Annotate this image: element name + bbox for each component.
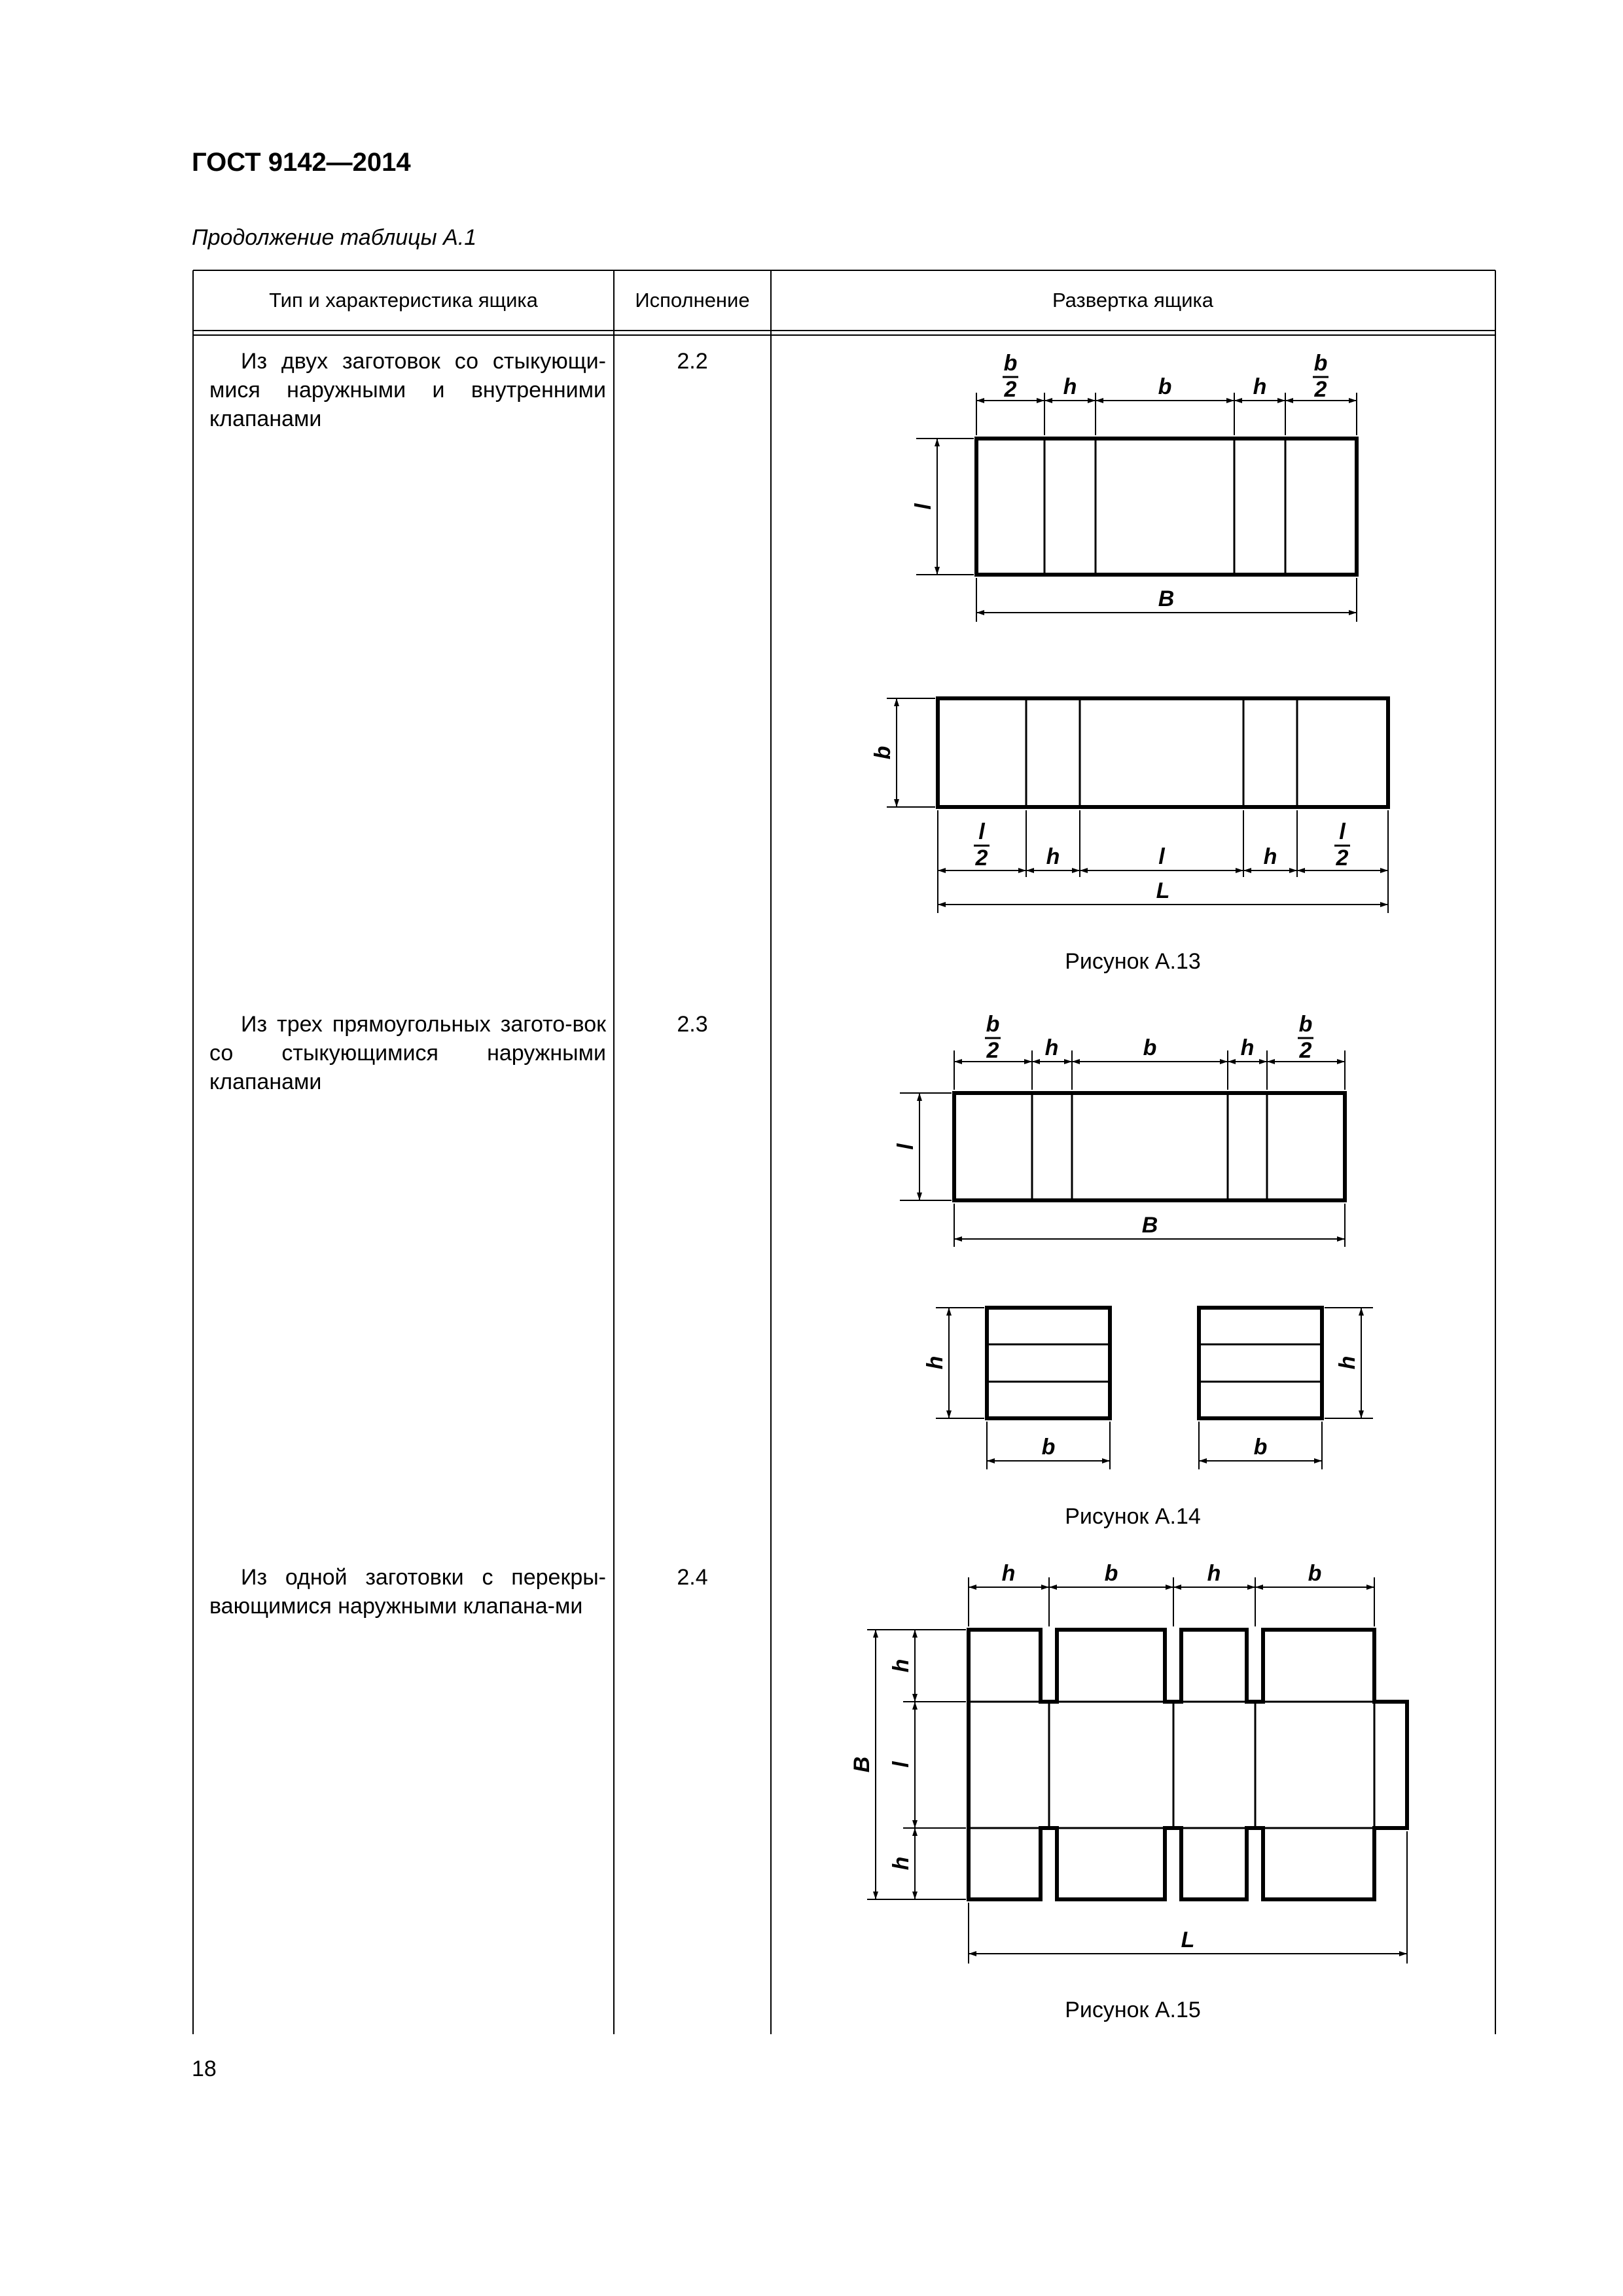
dim-label: B [1141,1213,1158,1238]
figure-a13 [887,393,1388,913]
dim-label: l [978,819,985,844]
fold-line [969,1702,1374,1828]
dim-label: h [1063,374,1077,399]
dim-label: 2 [986,1038,999,1063]
dim-label: b [1041,1435,1056,1460]
dim-label: h [1253,374,1267,399]
dim-label: h [1263,844,1277,869]
dim-label: l [1339,819,1346,844]
dim-label: b [1253,1435,1268,1460]
dim-label: b [870,745,895,760]
dim-label: b [986,1012,1000,1037]
row-code: 2.4 [677,1565,708,1590]
row-code: 2.2 [677,349,708,374]
dim-label: B [849,1756,874,1773]
dim-label: h [1046,844,1060,869]
column-header-version: Исполнение [635,289,750,312]
figure-caption: Рисунок А.13 [1065,949,1201,974]
figure-a14 [900,1050,1373,1469]
table-grid [193,270,1495,2034]
dim-label: b [1313,351,1328,376]
blank-outline [969,1630,1407,1899]
figure-a15 [867,1577,1407,1964]
dim-label: h [889,1659,914,1673]
figure-caption: Рисунок А.14 [1065,1504,1201,1529]
row-description: Из двух заготовок со стыкующи-мися наружными и внутренними клапанами [209,349,606,431]
dim-label: h [1044,1035,1059,1060]
table-caption: Продолжение таблицы А.1 [192,225,477,250]
dim-label: b [1143,1035,1157,1060]
blank-rect [954,1093,1345,1200]
dim-label: b [1104,1561,1118,1586]
dim-label: 2 [975,846,988,870]
document-header: ГОСТ 9142—2014 [192,148,411,177]
page-number: 18 [192,2056,217,2081]
dim-label: L [1156,878,1170,903]
dim-label: h [1335,1355,1360,1370]
dim-label: b [1003,351,1018,376]
dim-label: h [889,1856,914,1871]
row-description: Из одной заготовки с перекры-вающимися наружными клапана-ми [209,1565,606,1619]
dim-label: h [1207,1561,1221,1586]
column-header-type: Тип и характеристика ящика [269,289,538,312]
dim-label: 2 [1314,377,1327,402]
dim-label: b [1308,1561,1322,1586]
dim-label: L [1181,1928,1195,1952]
row-code: 2.3 [677,1012,708,1037]
dim-label: 2 [1299,1038,1312,1063]
blank-rect [987,1308,1110,1418]
row-description: Из трех прямоугольных загото-вок со стыкующимися наружными клапанами [209,1012,606,1094]
dim-label: l [1158,844,1165,869]
dim-label: l [889,1761,914,1768]
dim-label: B [1158,586,1175,611]
dim-label: h [923,1355,948,1370]
dim-label: 2 [1336,846,1349,870]
dim-label: h [1240,1035,1255,1060]
blank-rect [1199,1308,1322,1418]
dim-label: l [893,1143,918,1150]
dim-label: l [911,503,936,510]
blank-rect [976,439,1357,575]
figure-caption: Рисунок А.15 [1065,1998,1201,2022]
column-header-layout: Развертка ящика [1052,289,1214,312]
dim-label: b [1158,374,1172,399]
dim-label: b [1298,1012,1313,1037]
dim-label: h [1001,1561,1016,1586]
dim-label: 2 [1004,377,1017,402]
blank-rect [938,698,1388,807]
